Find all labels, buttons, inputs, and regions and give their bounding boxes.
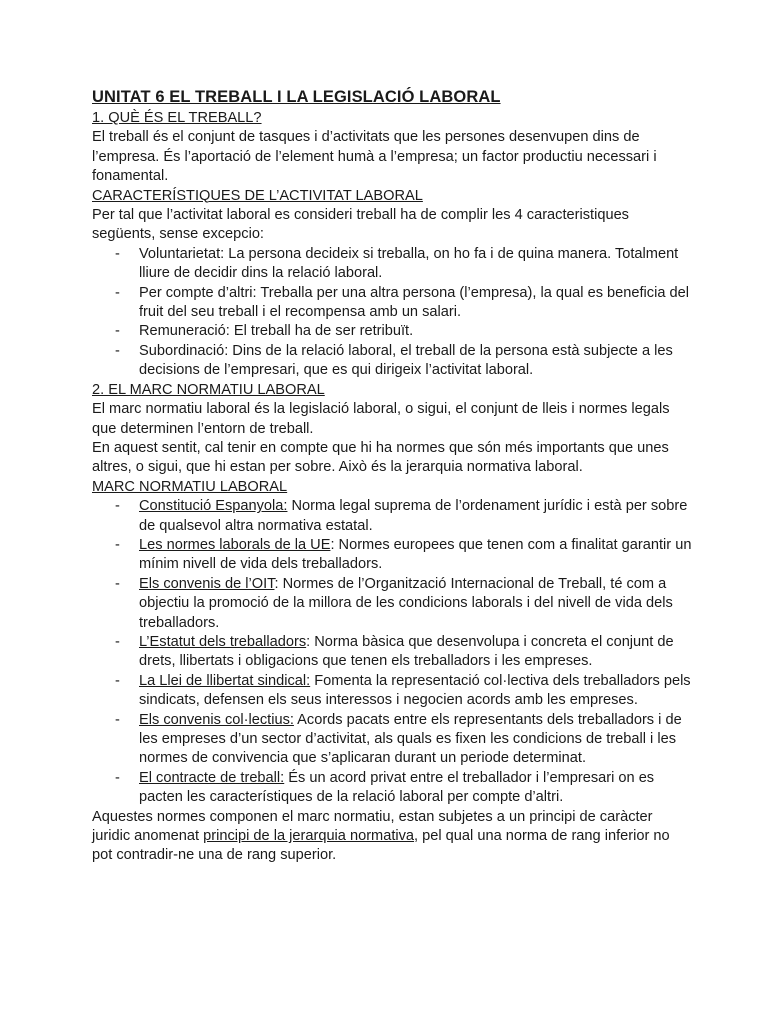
- list-item: [92, 633, 692, 672]
- list-item: [92, 769, 692, 808]
- paragraph-marc-normatiu-1: El marc normatiu laboral és la legislació laboral, o sigui, el conjunt de lleis i normes legals que determinen l’entorn de treball.: [92, 401, 670, 437]
- dash-bullet: -: [115, 672, 120, 689]
- dash-bullet: -: [115, 245, 120, 262]
- section-heading-marc-normatiu-laboral: MARC NORMATIU LABORAL: [92, 478, 288, 495]
- list-item-text: Voluntarietat: La persona decideix si treballa, on ho fa i de quina manera. Totalment lliure de decidir dins la relació laboral.: [139, 245, 679, 282]
- norms-list: [92, 497, 692, 808]
- list-item-text: Subordinació: Dins de la relació laboral, el treball de la persona està subjecte a les decisions de l’empresari, que es qui dirigeix l’activitat laboral.: [139, 342, 673, 379]
- norm-description: Acords pacats entre els representants dels treballadors i de les empreses d’un sector d’activitat, als quals es fixen les condicions de treball i les normes de convivencia que s’aplicaran durant un periode determinat.: [139, 711, 682, 767]
- dash-bullet: -: [115, 633, 120, 650]
- dash-bullet: -: [115, 498, 120, 515]
- norm-description: És un acord privat entre el treballador i l’empresari on es pacten les característiques de la relació laboral per compte d’altri.: [139, 769, 655, 806]
- paragraph-caracteristiques-intro: Per tal que l’activitat laboral es consideri treball ha de complir les 4 caracteristiques següents, sense excepcio:: [92, 207, 629, 243]
- norm-description: Norma legal suprema de l’ordenament jurídic i està per sobre de qualsevol altra normativa estatal.: [139, 498, 688, 534]
- list-item-text: Remuneració: El treball ha de ser retribuït.: [139, 323, 414, 340]
- paragraph-closing: [92, 808, 692, 866]
- dash-bullet: -: [115, 284, 120, 301]
- dash-bullet: -: [115, 575, 120, 592]
- norm-term: Constitució Espanyola:: [139, 498, 288, 515]
- list-item: [92, 575, 692, 633]
- norm-term: Els convenis col·lectius:: [139, 711, 294, 728]
- section-heading-caracteristiques: CARACTERÍSTIQUES DE L’ACTIVITAT LABORAL: [92, 187, 423, 204]
- list-item: [92, 497, 692, 536]
- list-item: [92, 322, 692, 341]
- closing-text-before: Aquestes normes componen el marc normatiu, estan subjetes a un principi de caràcter juridic anomenat: [92, 808, 653, 845]
- document-title: UNITAT 6 EL TREBALL I LA LEGISLACIÓ LABORAL: [92, 88, 501, 106]
- norm-description: : Normes europees que tenen com a finalitat garantir un mínim nivell de vida dels treballadors.: [139, 536, 692, 573]
- norm-term: Les normes laborals de la UE: [139, 536, 331, 553]
- norm-description: : Norma bàsica que desenvolupa i concreta el conjunt de drets, llibertats i obligacions que tenen els treballadors i les empreses.: [139, 633, 674, 670]
- dash-bullet: -: [115, 711, 120, 728]
- list-item: [92, 536, 692, 575]
- dash-bullet: -: [115, 536, 120, 553]
- list-item-text: Per compte d’altri: Treballa per una altra persona (l’empresa), la qual es beneficia del fruit del seu treball i el recompensa amb un salari.: [139, 284, 689, 321]
- norm-description: Fomenta la representació col·lectiva dels treballadors pels sindicats, defensen els seus interessos i negocien acords amb les empreses.: [139, 672, 691, 709]
- section-heading-marc-normatiu: 2. EL MARC NORMATIU LABORAL: [92, 381, 325, 398]
- dash-bullet: -: [115, 342, 120, 359]
- norm-term: El contracte de treball:: [139, 769, 285, 786]
- characteristics-list: [92, 245, 692, 381]
- paragraph-definicio-treball: El treball és el conjunt de tasques i d’activitats que les persones desenvupen dins de l’empresa. És l’aportació de l’element humà a l’empresa; un factor productiu necessari i fonamental.: [92, 129, 657, 185]
- closing-text-after: , pel qual una norma de rang inferior no pot contradir-ne una de rang superior.: [92, 828, 670, 864]
- paragraph-marc-normatiu-2: En aquest sentit, cal tenir en compte que hi ha normes que són més importants que unes altres, o sigui, que hi estan per sobre. Això és la jerarquia normativa laboral.: [92, 439, 669, 476]
- list-item: [92, 342, 692, 381]
- list-item: [92, 245, 692, 284]
- norm-term: La Llei de llibertat sindical:: [139, 672, 311, 689]
- dash-bullet: -: [115, 769, 120, 786]
- closing-term: principi de la jerarquia normativa: [203, 828, 415, 845]
- list-item: [92, 284, 692, 323]
- norm-term: Els convenis de l’OIT: [139, 575, 275, 592]
- document-page: [92, 86, 692, 866]
- norm-term: L’Estatut dels treballadors: [139, 633, 307, 650]
- list-item: [92, 711, 692, 769]
- dash-bullet: -: [115, 323, 120, 340]
- list-item: [92, 672, 692, 711]
- section-heading-que-es-el-treball: 1. QUÈ ÉS EL TREBALL?: [92, 110, 262, 126]
- norm-description: : Normes de l’Organització Internacional de Treball, té com a objectiu la promoció de la millora de les condicions laborals i del nivell de vida dels treballadors.: [139, 575, 673, 631]
